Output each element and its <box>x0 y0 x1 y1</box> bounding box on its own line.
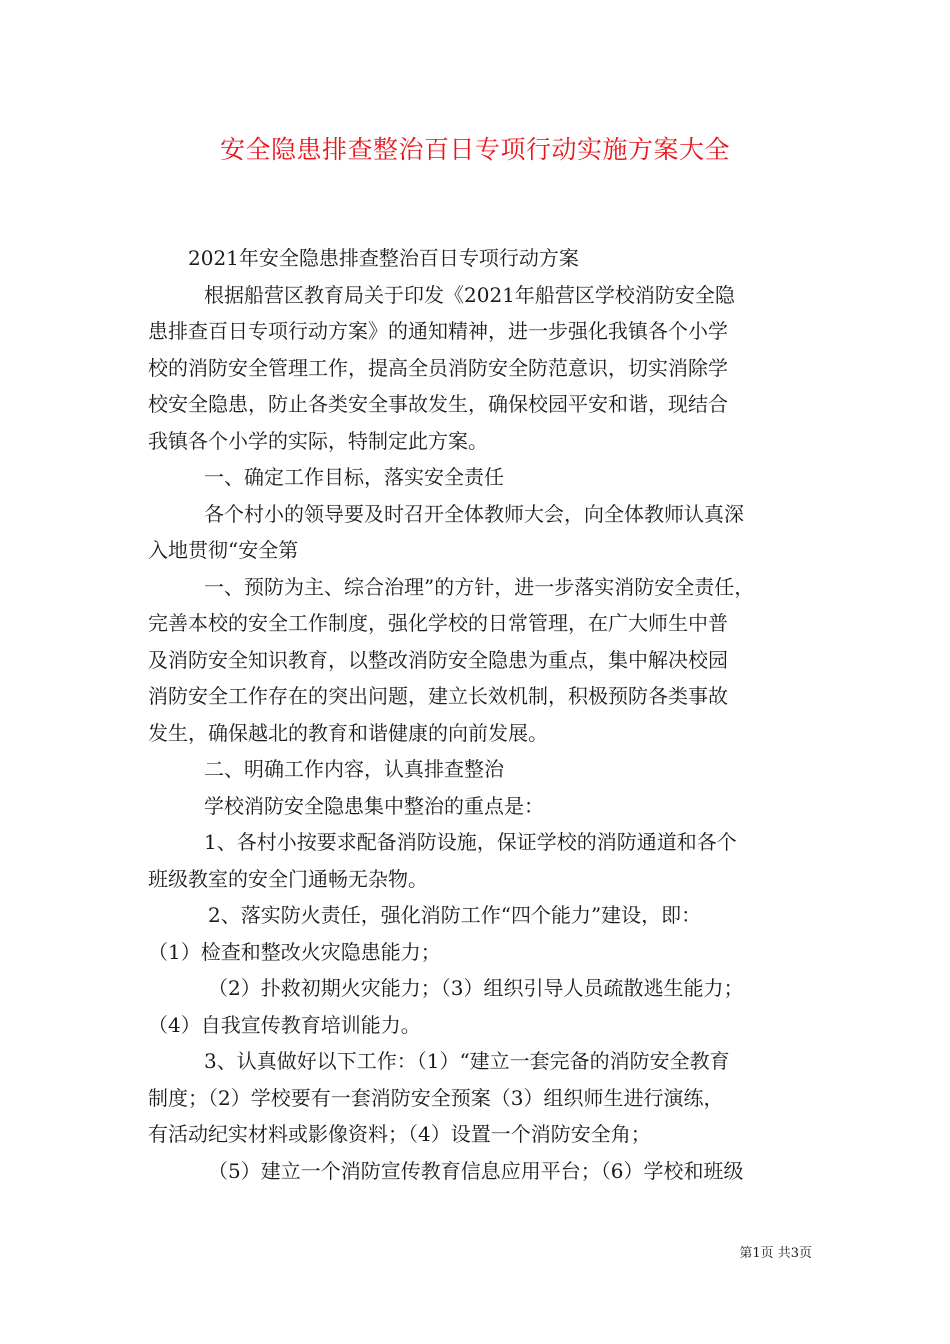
paragraph-line: 校安全隐患，防止各类安全事故发生，确保校园平安和谐，现结合 <box>148 392 728 416</box>
paragraph-line: 各个村小的领导要及时召开全体教师大会，向全体教师认真深 <box>204 501 744 526</box>
section-heading: 二、明确工作内容，认真排查整治 <box>204 757 504 781</box>
paragraph-line: 2、落实防火责任，强化消防工作“四个能力”建设，即： <box>208 903 702 927</box>
paragraph-line: 1、各村小按要求配备消防设施，保证学校的消防通道和各个 <box>204 830 737 854</box>
paragraph-line: （5）建立一个消防宣传教育信息应用平台；（6）学校和班级 <box>208 1158 744 1183</box>
paragraph-line: 有活动纪实材料或影像资料；（4）设置一个消防安全角； <box>148 1122 651 1146</box>
paragraph-line: 校的消防安全管理工作，提高全员消防安全防范意识，切实消除学 <box>148 355 728 380</box>
paragraph-line: 根据船营区教育局关于印发《2021年船营区学校消防安全隐 <box>204 282 735 307</box>
paragraph-line: 患排查百日专项行动方案》的通知精神，进一步强化我镇各个小学 <box>148 319 728 343</box>
paragraph-line: 完善本校的安全工作制度，强化学校的日常管理，在广大师生中普 <box>148 611 728 635</box>
paragraph-line: 发生，确保越北的教育和谐健康的向前发展。 <box>148 720 548 745</box>
paragraph-line: 班级教室的安全门通畅无杂物。 <box>148 866 428 891</box>
document-body <box>148 240 808 1189</box>
page-title: 安全隐患排查整治百日专项行动实施方案大全 <box>219 135 730 164</box>
paragraph-line: （1）检查和整改火灾隐患能力； <box>148 939 441 964</box>
paragraph-line: 及消防安全知识教育，以整改消防安全隐患为重点，集中解决校园 <box>148 647 728 672</box>
page-number: 第1页 共3页 <box>739 1246 812 1261</box>
paragraph-line: （4）自我宣传教育培训能力。 <box>148 1012 421 1037</box>
paragraph-line: 学校消防安全隐患集中整治的重点是： <box>204 793 544 818</box>
section-heading: 一、确定工作目标，落实安全责任 <box>204 465 504 489</box>
paragraph-line: 我镇各个小学的实际，特制定此方案。 <box>148 428 488 453</box>
paragraph-line: 2021年安全隐患排查整治百日专项行动方案 <box>188 246 579 270</box>
paragraph-line: 入地贯彻“安全第 <box>148 538 299 562</box>
paragraph-line: 制度；（2）学校要有一套消防安全预案（3）组织师生进行演练， <box>148 1085 724 1110</box>
paragraph-line: 消防安全工作存在的突出问题，建立长效机制，积极预防各类事故 <box>148 684 728 708</box>
paragraph-line: 一、预防为主、综合治理”的方针，进一步落实消防安全责任， <box>204 574 755 599</box>
paragraph-line: 3、认真做好以下工作：（1）“建立一套完备的消防安全教育 <box>204 1049 730 1073</box>
paragraph-line: （2）扑救初期火灾能力；（3）组织引导人员疏散逃生能力； <box>208 976 744 1000</box>
